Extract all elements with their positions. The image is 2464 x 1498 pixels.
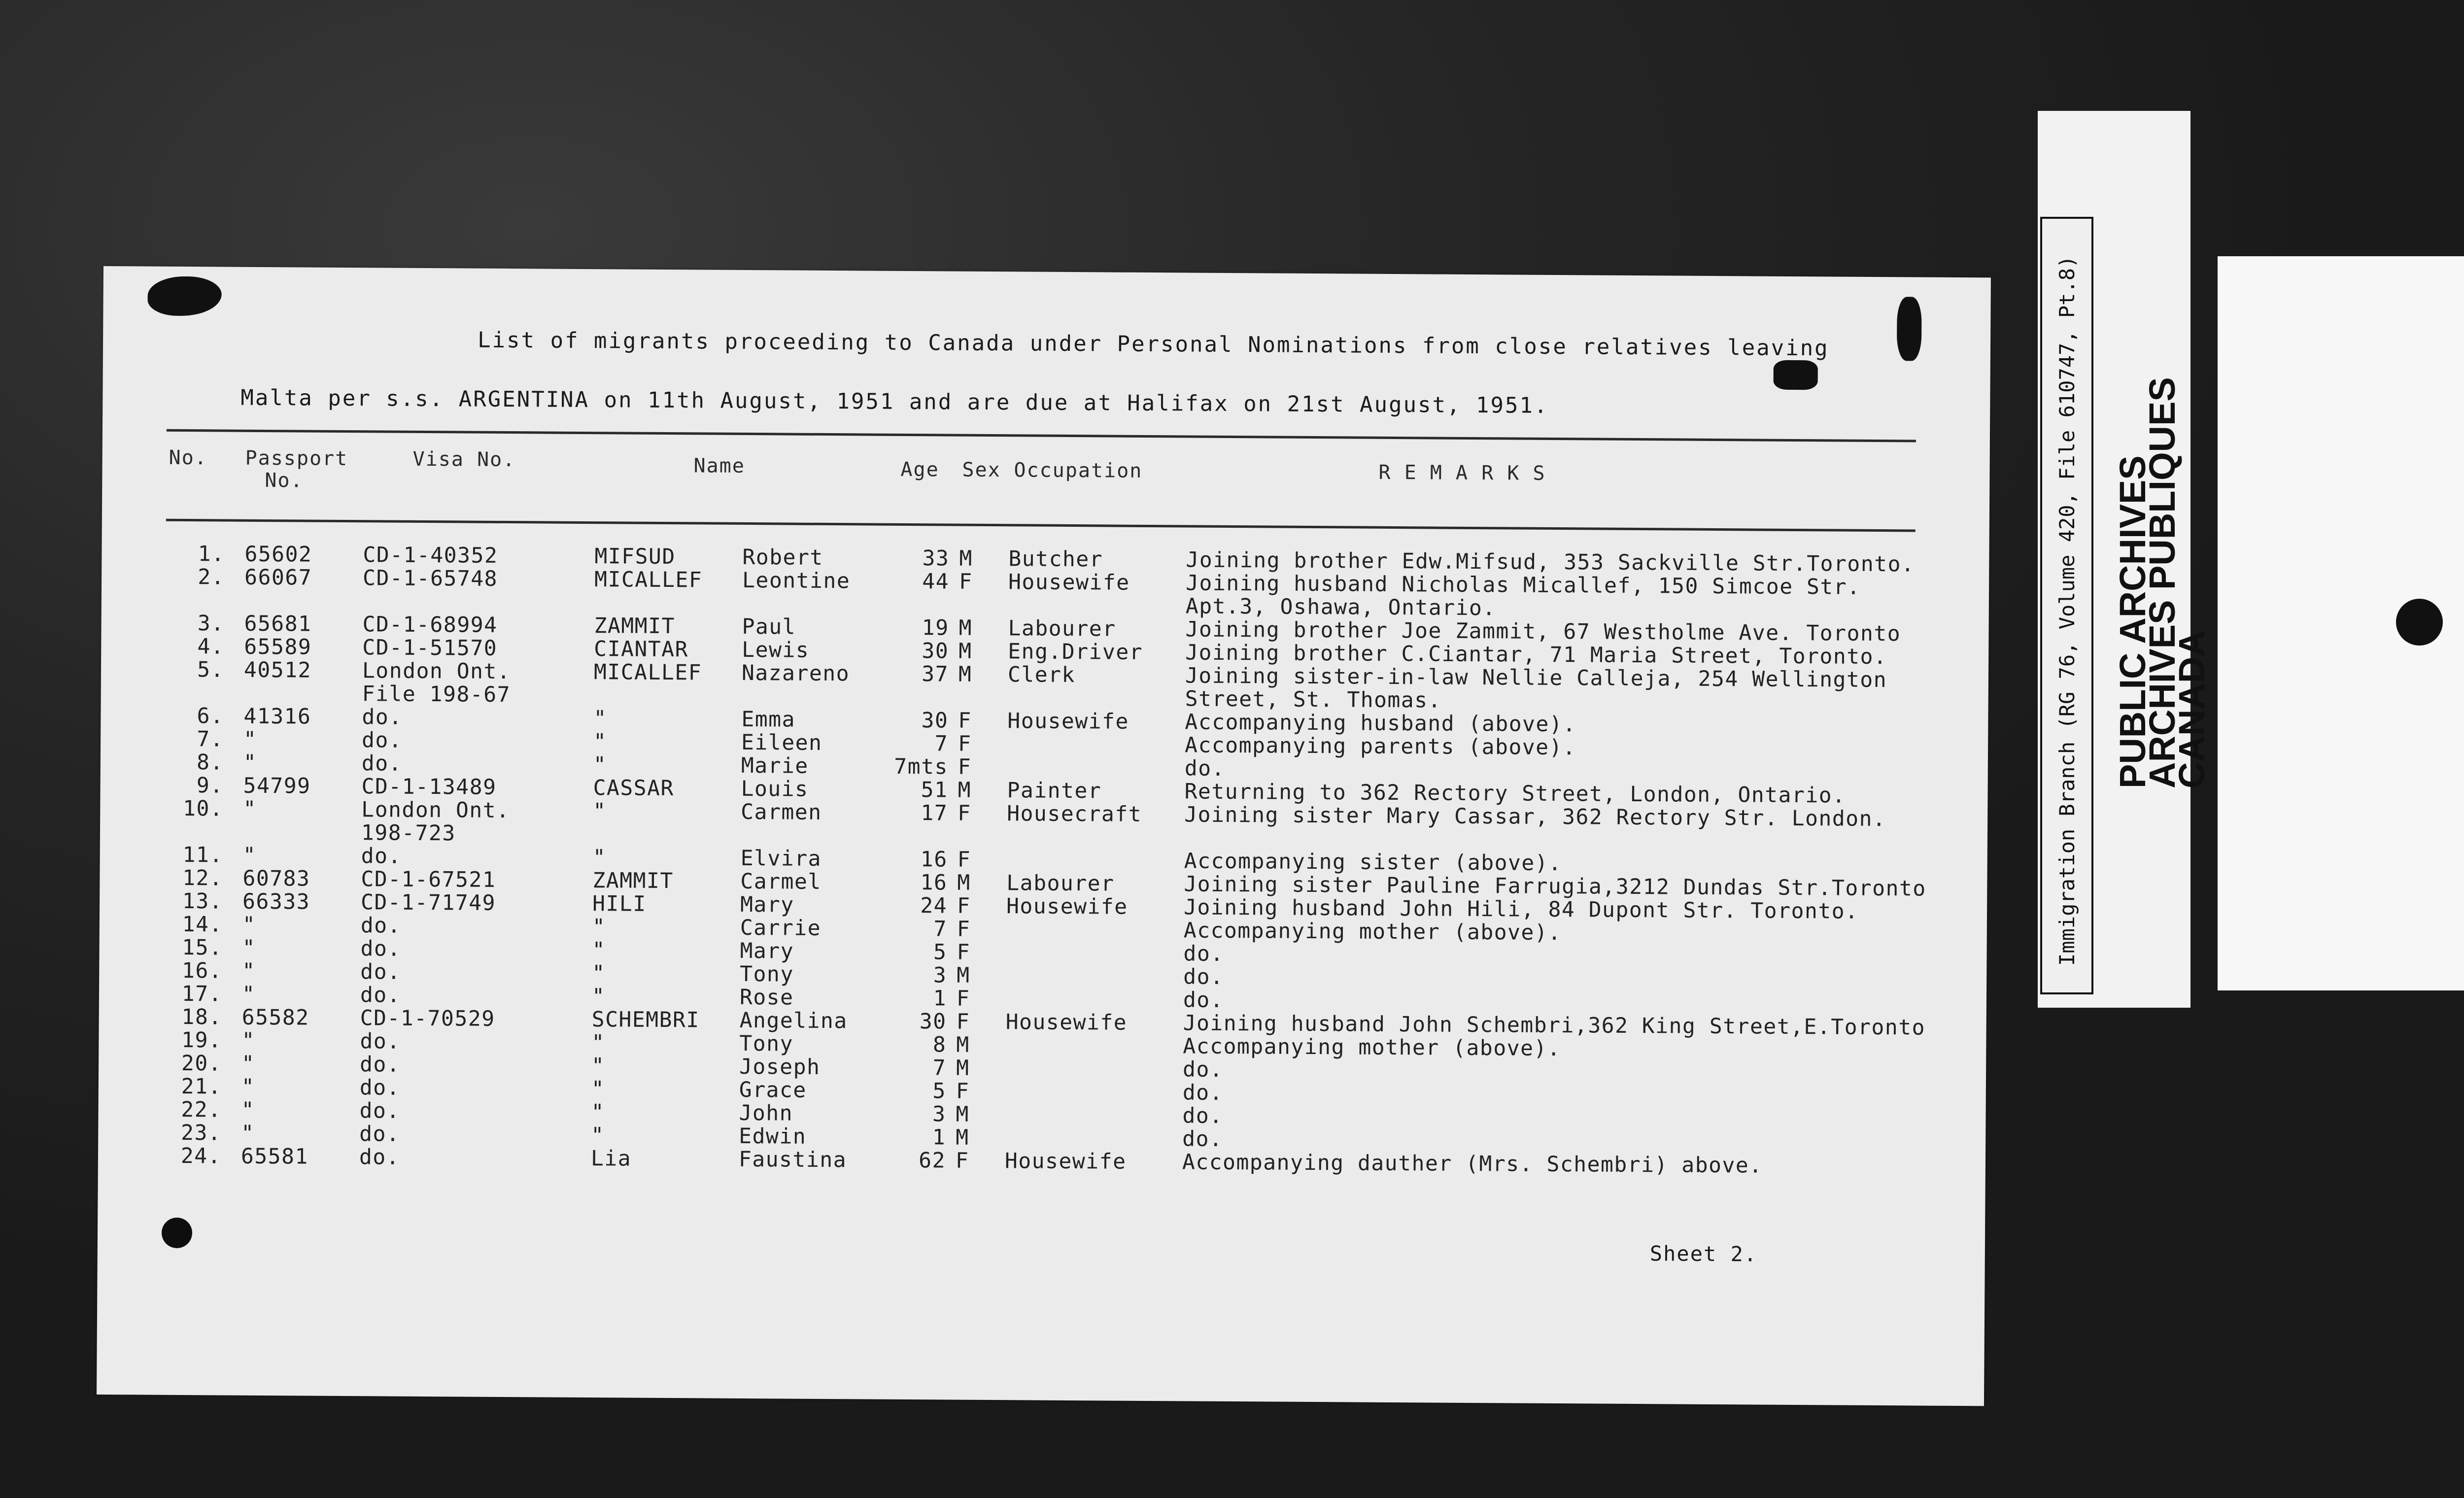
age	[885, 593, 949, 594]
document-title: List of migrants proceeding to Canada under Personal Nominations from close relatives leaving	[477, 327, 1829, 361]
row-number	[175, 681, 224, 682]
given-name: Leontine	[742, 568, 851, 594]
remarks: Joining sister Mary Cassar, 362 Rectory Str. London.	[1184, 802, 1886, 832]
row-number: 9.	[196, 773, 224, 798]
passport-number: 54799	[243, 773, 311, 799]
surname: "	[592, 938, 606, 963]
header-remarks: R E M A R K S	[1378, 461, 1546, 485]
given-name: Grace	[739, 1077, 807, 1103]
row-number: 1.	[198, 542, 225, 567]
given-name: Louis	[741, 776, 809, 802]
visa-number: do.	[359, 1052, 401, 1077]
age: 44	[922, 569, 950, 594]
sex: F	[956, 986, 970, 1011]
remarks: Street, St. Thomas.	[1185, 686, 1442, 713]
punch-hole	[2396, 599, 2443, 646]
surname: Lia	[590, 1146, 632, 1171]
archive-stamp-line2: ARCHIVES PUBLIQUES	[2142, 377, 2183, 788]
remarks: Joining husband Nicholas Micallef, 150 Simcoe Str.	[1185, 571, 1861, 600]
row-number: 12.	[182, 866, 223, 891]
age: 7	[933, 917, 947, 942]
given-name: Carmen	[741, 799, 822, 825]
visa-number: CD-1-51570	[362, 635, 498, 661]
sex: F	[955, 1148, 969, 1173]
passport-number: 66333	[242, 889, 310, 915]
remarks: Joining sister-in-law Nellie Calleja, 254 Wellington	[1185, 663, 1887, 693]
occupation: Labourer	[1006, 871, 1115, 896]
given-name: Tony	[739, 1031, 794, 1056]
surname: "	[592, 961, 606, 986]
row-number: 8.	[196, 750, 224, 775]
age: 3	[932, 1102, 946, 1127]
given-name: Faustina	[738, 1147, 847, 1173]
remarks: do.	[1183, 987, 1224, 1013]
surname: ZAMMIT	[594, 613, 676, 639]
passport-number: "	[243, 750, 257, 775]
surname: "	[593, 799, 607, 824]
remarks: Accompanying mother (above).	[1183, 918, 1562, 946]
row-number: 19.	[181, 1027, 222, 1053]
header-name: Name	[693, 454, 746, 477]
visa-number: CD-1-68994	[362, 612, 498, 638]
given-name: Elvira	[740, 846, 822, 871]
surname: CIANTAR	[594, 637, 689, 662]
row-number: 20.	[181, 1051, 222, 1076]
surname: "	[591, 1100, 605, 1125]
passport-number: "	[243, 727, 257, 752]
sex: F	[957, 847, 971, 872]
given-name: Emma	[741, 707, 796, 732]
sex: M	[958, 778, 972, 803]
occupation: Eng.Driver	[1008, 639, 1143, 665]
migrant-table	[102, 542, 1989, 1178]
row-number: 24.	[180, 1143, 222, 1169]
age: 37	[922, 662, 949, 687]
sex: M	[958, 662, 972, 687]
remarks: do.	[1182, 1057, 1224, 1082]
passport-number: "	[241, 1121, 255, 1146]
visa-number: London Ont.	[362, 658, 511, 684]
age: 7	[934, 731, 949, 756]
age: 62	[919, 1148, 946, 1173]
row-number: 11.	[182, 843, 223, 868]
passport-number: 65581	[240, 1144, 309, 1169]
remarks: Returning to 362 Rectory Street, London, Ontario.	[1184, 779, 1846, 808]
given-name: Joseph	[739, 1054, 821, 1080]
passport-number: 65582	[241, 1005, 309, 1030]
occupation: Housewife	[1006, 894, 1128, 919]
sex: F	[958, 708, 972, 733]
passport-number: "	[241, 982, 256, 1007]
remarks: do.	[1184, 756, 1226, 781]
surname: "	[593, 729, 607, 754]
remarks: Accompanying husband (above).	[1185, 710, 1576, 737]
surname: "	[593, 752, 607, 778]
surname: "	[591, 984, 606, 1009]
row-number: 2.	[198, 565, 225, 590]
archive-stamp-line3: CANADA	[2171, 630, 2212, 788]
header-age: Age	[900, 458, 939, 481]
passport-number: "	[242, 843, 257, 868]
age: 19	[922, 615, 949, 641]
visa-number: do.	[361, 728, 403, 753]
given-name: Edwin	[739, 1124, 807, 1149]
row-number: 14.	[182, 912, 223, 937]
surname: SCHEMBRI	[591, 1007, 700, 1033]
remarks: Joining brother C.Ciantar, 71 Maria Street, Toronto.	[1185, 640, 1887, 670]
remarks: do.	[1182, 1126, 1223, 1152]
age: 8	[932, 1032, 947, 1057]
surname: "	[592, 845, 607, 870]
visa-number: 198-723	[361, 820, 456, 846]
row-number: 13.	[182, 889, 223, 914]
occupation: Labourer	[1008, 616, 1116, 642]
punch-hole	[162, 1218, 192, 1248]
given-name: Nazareno	[741, 660, 850, 686]
passport-number: "	[243, 796, 257, 821]
passport-number: "	[241, 1028, 255, 1053]
header-sex: Sex	[962, 458, 1001, 482]
remarks: Apt.3, Oshawa, Ontario.	[1185, 594, 1496, 621]
surname: "	[591, 1077, 605, 1102]
occupation: Housewife	[1005, 1010, 1128, 1035]
age: 30	[919, 1009, 947, 1034]
row-number: 21.	[181, 1074, 222, 1099]
remarks: Accompanying mother (above).	[1183, 1034, 1561, 1061]
age: 1	[933, 986, 947, 1011]
row-number: 5.	[197, 657, 225, 682]
sex: M	[959, 546, 973, 571]
given-name: Mary	[740, 938, 794, 964]
sheet-label: Sheet 2.	[1649, 1241, 1758, 1266]
occupation: Painter	[1007, 778, 1102, 804]
given-name: Marie	[741, 753, 809, 779]
archive-stamp-line1: PUBLIC ARCHIVES	[2112, 455, 2153, 788]
row-number: 10.	[182, 796, 224, 821]
row-number: 15.	[182, 935, 223, 960]
row-number: 18.	[181, 1004, 222, 1030]
sex: F	[957, 893, 971, 919]
surname: HILI	[592, 891, 647, 917]
passport-number: "	[241, 1097, 255, 1123]
age: 30	[922, 639, 949, 664]
visa-number: do.	[360, 1029, 401, 1054]
sex: M	[958, 639, 972, 664]
row-number: 17.	[181, 981, 223, 1007]
visa-number: London Ont.	[361, 797, 510, 823]
passport-number: "	[241, 1051, 255, 1076]
row-number: 7.	[197, 727, 224, 752]
given-name: Tony	[740, 961, 794, 987]
remarks: Accompanying sister (above).	[1184, 849, 1562, 876]
surname: CASSAR	[593, 776, 675, 801]
surname: "	[592, 915, 606, 940]
header-passport: Passport	[245, 446, 348, 471]
visa-number: do.	[362, 705, 403, 730]
age: 1	[932, 1125, 946, 1150]
visa-number: do.	[359, 1098, 400, 1124]
archive-reference: Immigration Branch (RG 76, Volume 420, File 610747, Pt.8)	[2055, 255, 2079, 966]
given-name: Robert	[742, 545, 823, 570]
ink-blot	[147, 276, 221, 316]
passport-number: 65589	[244, 634, 312, 660]
remarks: do.	[1182, 1103, 1223, 1128]
sex: M	[957, 963, 970, 988]
sex: F	[958, 569, 973, 594]
age: 33	[922, 546, 950, 571]
occupation: Housecraft	[1007, 801, 1142, 827]
remarks: Joining brother Joe Zammit, 67 Westholme Ave. Toronto	[1185, 617, 1901, 647]
row-number: 4.	[197, 634, 225, 659]
row-number: 6.	[197, 704, 224, 729]
visa-number: do.	[361, 844, 402, 869]
given-name: Angelina	[739, 1008, 848, 1034]
given-name: Paul	[742, 614, 796, 640]
sex: M	[956, 1125, 969, 1150]
occupation: Clerk	[1007, 662, 1076, 688]
sex: M	[957, 870, 971, 895]
passport-number: 60783	[242, 866, 310, 891]
visa-number: do.	[360, 983, 401, 1008]
visa-number: do.	[360, 913, 402, 938]
surname: MICALLEF	[594, 567, 703, 593]
occupation: Butcher	[1008, 546, 1103, 572]
occupation: Housewife	[1008, 570, 1130, 595]
row-number: 22.	[181, 1097, 222, 1123]
visa-number: do.	[359, 1122, 400, 1147]
sex: F	[958, 754, 972, 780]
document-subtitle: Malta per s.s. ARGENTINA on 11th August, 1951 and are due at Halifax on 21st August, 1951.	[240, 385, 1549, 418]
ink-blot	[1774, 360, 1818, 390]
remarks: Joining brother Edw.Mifsud, 353 Sackville Str.Toronto.	[1186, 547, 1915, 577]
row-number: 3.	[197, 611, 225, 636]
row-number: 16.	[181, 958, 223, 984]
passport-number: "	[242, 912, 256, 937]
given-name: Carrie	[740, 915, 821, 941]
visa-number: CD-1-67521	[361, 867, 496, 892]
row-number	[174, 820, 223, 821]
passport-number: 41316	[243, 704, 311, 729]
remarks: Accompanying parents (above).	[1184, 733, 1576, 760]
remarks: Accompanying dauther (Mrs. Schembri) above.	[1182, 1150, 1763, 1178]
surname: "	[591, 1054, 605, 1079]
passport-number: "	[242, 935, 256, 960]
visa-number: CD-1-13489	[361, 774, 497, 800]
passport-number: 66067	[244, 565, 312, 590]
age: 7	[932, 1055, 947, 1081]
surname: ZAMMIT	[592, 868, 674, 894]
sex: M	[956, 1032, 970, 1057]
age: 7mts	[894, 754, 948, 780]
age: 17	[921, 801, 948, 826]
document-sheet	[97, 266, 1991, 1406]
occupation: Housewife	[1007, 709, 1129, 734]
sex: F	[957, 917, 971, 942]
surname: "	[591, 1123, 605, 1148]
surname: MICALLEF	[593, 660, 702, 685]
age: 16	[920, 847, 948, 872]
header-no: No.	[169, 446, 208, 470]
visa-number: do.	[361, 751, 403, 776]
row-number: 23.	[180, 1120, 222, 1146]
visa-number: do.	[359, 1075, 401, 1100]
visa-number: CD-1-71749	[360, 890, 496, 916]
given-name: John	[739, 1100, 793, 1126]
age: 5	[933, 940, 947, 965]
passport-number: 65602	[244, 542, 312, 567]
age: 3	[933, 963, 947, 988]
sex: M	[958, 615, 973, 641]
header-visa: Visa No.	[412, 447, 516, 472]
visa-number: CD-1-70529	[360, 1006, 495, 1031]
sex: F	[957, 940, 971, 965]
sex: F	[958, 801, 971, 826]
given-name: Carmel	[740, 869, 821, 894]
passport-number: 65681	[244, 611, 312, 637]
visa-number: CD-1-65748	[362, 566, 498, 591]
sex: F	[956, 1079, 970, 1104]
age: 51	[921, 778, 948, 803]
visa-number: CD-1-40352	[363, 543, 498, 568]
given-name: Eileen	[741, 730, 822, 755]
visa-number: File 198-67	[362, 681, 511, 708]
header-occupation: Occupation	[1014, 459, 1143, 482]
given-name: Mary	[740, 892, 794, 918]
age: 24	[920, 893, 948, 919]
visa-number: do.	[360, 959, 401, 985]
remarks: do.	[1183, 941, 1224, 966]
surname: "	[591, 1030, 605, 1055]
given-name: Rose	[739, 985, 794, 1010]
remarks: do.	[1182, 1080, 1224, 1105]
occupation: Housewife	[1004, 1149, 1127, 1174]
sex: M	[956, 1055, 970, 1081]
divider-header	[166, 519, 1916, 532]
passport-number: "	[242, 958, 256, 984]
divider-top	[167, 429, 1916, 443]
passport-number: "	[241, 1074, 255, 1099]
surname: MIFSUD	[594, 544, 676, 570]
remarks: Joining husband John Hili, 84 Dupont Str. Toronto.	[1183, 895, 1859, 924]
visa-number: do.	[360, 936, 401, 961]
surname: "	[593, 706, 607, 731]
sex: F	[956, 1009, 970, 1034]
remarks: do.	[1183, 964, 1224, 989]
passport-number: 40512	[243, 657, 312, 683]
visa-number: do.	[359, 1145, 400, 1170]
age: 16	[920, 870, 948, 895]
remarks: Joining sister Pauline Farrugia,3212 Dundas Str.Toronto	[1184, 872, 1926, 901]
sex: F	[958, 731, 972, 756]
remarks: Joining husband John Schembri,362 King Street,E.Toronto	[1183, 1011, 1926, 1040]
given-name: Lewis	[742, 637, 810, 663]
sex: M	[956, 1102, 970, 1127]
header-passport-no: No.	[265, 469, 304, 492]
age: 30	[921, 708, 949, 733]
age: 5	[932, 1079, 946, 1104]
